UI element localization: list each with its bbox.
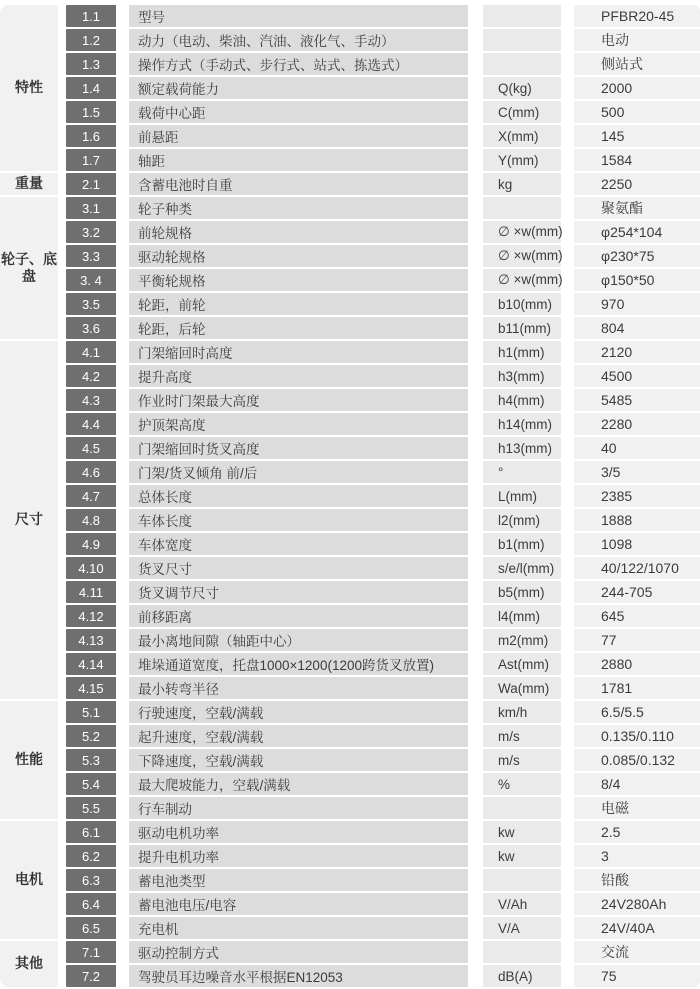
value-cell: 2.5 bbox=[574, 821, 700, 843]
spec-label-cell: 载荷中心距 bbox=[129, 101, 483, 123]
unit-cell: h14(mm) bbox=[483, 413, 574, 435]
value-cell: 500 bbox=[574, 101, 700, 123]
spec-row bbox=[0, 629, 700, 651]
spec-table bbox=[0, 3, 700, 989]
unit-cell: V/Ah bbox=[483, 893, 574, 915]
value-cell: 145 bbox=[574, 125, 700, 147]
spec-label-cell: 驱动轮规格 bbox=[129, 245, 483, 267]
spec-label-cell: 前悬距 bbox=[129, 125, 483, 147]
unit-cell bbox=[483, 5, 574, 27]
unit-cell: l2(mm) bbox=[483, 509, 574, 531]
spec-label-cell: 最小转弯半径 bbox=[129, 677, 483, 699]
unit-cell: dB(A) bbox=[483, 965, 574, 987]
spec-row bbox=[0, 77, 700, 99]
unit-cell: s/e/l(mm) bbox=[483, 557, 574, 579]
value-cell: 2880 bbox=[574, 653, 700, 675]
spec-label-cell: 门架/货叉倾角 前/后 bbox=[129, 461, 483, 483]
row-number-badge: 4.15 bbox=[66, 677, 129, 699]
row-number-badge: 4.9 bbox=[66, 533, 129, 555]
unit-cell: l4(mm) bbox=[483, 605, 574, 627]
unit-cell bbox=[483, 941, 574, 963]
value-cell: 3 bbox=[574, 845, 700, 867]
spec-row bbox=[0, 917, 700, 939]
spec-label-cell: 轮距，后轮 bbox=[129, 317, 483, 339]
spec-row bbox=[0, 101, 700, 123]
spec-row bbox=[0, 893, 700, 915]
value-cell: 3/5 bbox=[574, 461, 700, 483]
row-number-badge: 3.6 bbox=[66, 317, 129, 339]
spec-row bbox=[0, 461, 700, 483]
value-cell: 645 bbox=[574, 605, 700, 627]
spec-label-cell: 总体长度 bbox=[129, 485, 483, 507]
row-number-badge: 1.2 bbox=[66, 29, 129, 51]
spec-row bbox=[0, 437, 700, 459]
unit-cell: b5(mm) bbox=[483, 581, 574, 603]
row-number-badge: 6.5 bbox=[66, 917, 129, 939]
spec-label-cell: 最大爬坡能力，空载/满载 bbox=[129, 773, 483, 795]
value-cell: 2250 bbox=[574, 173, 700, 195]
spec-label-cell: 充电机 bbox=[129, 917, 483, 939]
spec-row bbox=[0, 485, 700, 507]
spec-label-cell: 提升电机功率 bbox=[129, 845, 483, 867]
spec-row bbox=[0, 245, 700, 267]
category-cell: 电机 bbox=[0, 821, 66, 939]
row-number-badge: 4.11 bbox=[66, 581, 129, 603]
value-cell: 1098 bbox=[574, 533, 700, 555]
spec-row bbox=[0, 965, 700, 987]
value-cell: 970 bbox=[574, 293, 700, 315]
spec-label-cell: 轮子种类 bbox=[129, 197, 483, 219]
row-number-badge: 4.14 bbox=[66, 653, 129, 675]
row-number-badge: 6.1 bbox=[66, 821, 129, 843]
unit-cell: ∅ ×w(mm) bbox=[483, 221, 574, 243]
unit-cell: % bbox=[483, 773, 574, 795]
unit-cell: kw bbox=[483, 821, 574, 843]
category-cell: 性能 bbox=[0, 701, 66, 819]
value-cell: 0.085/0.132 bbox=[574, 749, 700, 771]
value-cell: 聚氨酯 bbox=[574, 197, 700, 219]
unit-cell: V/A bbox=[483, 917, 574, 939]
spec-row bbox=[0, 845, 700, 867]
value-cell: 24V/40A bbox=[574, 917, 700, 939]
row-number-badge: 4.13 bbox=[66, 629, 129, 651]
row-number-badge: 5.1 bbox=[66, 701, 129, 723]
row-number-badge: 5.4 bbox=[66, 773, 129, 795]
value-cell: 40 bbox=[574, 437, 700, 459]
unit-cell bbox=[483, 197, 574, 219]
spec-label-cell: 型号 bbox=[129, 5, 483, 27]
spec-label-cell: 轴距 bbox=[129, 149, 483, 171]
row-number-badge: 3. 4 bbox=[66, 269, 129, 291]
value-cell: 75 bbox=[574, 965, 700, 987]
spec-row bbox=[0, 581, 700, 603]
spec-row bbox=[0, 653, 700, 675]
spec-row bbox=[0, 773, 700, 795]
spec-row bbox=[0, 533, 700, 555]
spec-row bbox=[0, 125, 700, 147]
spec-label-cell: 驱动控制方式 bbox=[129, 941, 483, 963]
value-cell: 24V280Ah bbox=[574, 893, 700, 915]
spec-row bbox=[0, 557, 700, 579]
spec-row bbox=[0, 197, 700, 219]
category-cell: 尺寸 bbox=[0, 341, 66, 699]
row-number-badge: 4.5 bbox=[66, 437, 129, 459]
unit-cell: ∅ ×w(mm) bbox=[483, 269, 574, 291]
spec-label-cell: 提升高度 bbox=[129, 365, 483, 387]
row-number-badge: 4.1 bbox=[66, 341, 129, 363]
value-cell: 交流 bbox=[574, 941, 700, 963]
unit-cell: kg bbox=[483, 173, 574, 195]
spec-label-cell: 额定载荷能力 bbox=[129, 77, 483, 99]
value-cell: 4500 bbox=[574, 365, 700, 387]
spec-label-cell: 蓄电池类型 bbox=[129, 869, 483, 891]
row-number-badge: 1.4 bbox=[66, 77, 129, 99]
row-number-badge: 3.3 bbox=[66, 245, 129, 267]
unit-cell: L(mm) bbox=[483, 485, 574, 507]
row-number-badge: 1.7 bbox=[66, 149, 129, 171]
spec-label-cell: 行车制动 bbox=[129, 797, 483, 819]
unit-cell bbox=[483, 869, 574, 891]
unit-cell: b11(mm) bbox=[483, 317, 574, 339]
spec-label-cell: 起升速度，空载/满载 bbox=[129, 725, 483, 747]
spec-row bbox=[0, 53, 700, 75]
spec-label-cell: 轮距，前轮 bbox=[129, 293, 483, 315]
value-cell: 1888 bbox=[574, 509, 700, 531]
row-number-badge: 4.6 bbox=[66, 461, 129, 483]
value-cell: 77 bbox=[574, 629, 700, 651]
spec-label-cell: 车体长度 bbox=[129, 509, 483, 531]
spec-label-cell: 堆垛通道宽度，托盘1000×1200(1200跨货叉放置) bbox=[129, 653, 483, 675]
unit-cell: h1(mm) bbox=[483, 341, 574, 363]
value-cell: 2120 bbox=[574, 341, 700, 363]
spec-label-cell: 护顶架高度 bbox=[129, 413, 483, 435]
value-cell: PFBR20-45 bbox=[574, 5, 700, 27]
row-number-badge: 1.5 bbox=[66, 101, 129, 123]
value-cell: 1781 bbox=[574, 677, 700, 699]
row-number-badge: 2.1 bbox=[66, 173, 129, 195]
value-cell: φ254*104 bbox=[574, 221, 700, 243]
unit-cell: km/h bbox=[483, 701, 574, 723]
row-number-badge: 4.10 bbox=[66, 557, 129, 579]
row-number-badge: 4.7 bbox=[66, 485, 129, 507]
category-cell: 重量 bbox=[0, 173, 66, 195]
spec-label-cell: 操作方式（手动式、步行式、站式、拣选式） bbox=[129, 53, 483, 75]
value-cell: φ230*75 bbox=[574, 245, 700, 267]
row-number-badge: 4.8 bbox=[66, 509, 129, 531]
value-cell: 804 bbox=[574, 317, 700, 339]
unit-cell: ∅ ×w(mm) bbox=[483, 245, 574, 267]
spec-row bbox=[0, 821, 700, 843]
value-cell: 40/122/1070 bbox=[574, 557, 700, 579]
row-number-badge: 1.6 bbox=[66, 125, 129, 147]
unit-cell bbox=[483, 29, 574, 51]
spec-label-cell: 作业时门架最大高度 bbox=[129, 389, 483, 411]
spec-row bbox=[0, 509, 700, 531]
value-cell: 电动 bbox=[574, 29, 700, 51]
unit-cell: Y(mm) bbox=[483, 149, 574, 171]
value-cell: 2280 bbox=[574, 413, 700, 435]
unit-cell: h13(mm) bbox=[483, 437, 574, 459]
spec-label-cell: 含蓄电池时自重 bbox=[129, 173, 483, 195]
spec-row bbox=[0, 365, 700, 387]
row-number-badge: 5.5 bbox=[66, 797, 129, 819]
row-number-badge: 3.1 bbox=[66, 197, 129, 219]
spec-row bbox=[0, 173, 700, 195]
unit-cell: X(mm) bbox=[483, 125, 574, 147]
spec-row bbox=[0, 749, 700, 771]
spec-row bbox=[0, 221, 700, 243]
value-cell: 1584 bbox=[574, 149, 700, 171]
unit-cell: kw bbox=[483, 845, 574, 867]
spec-label-cell: 前移距离 bbox=[129, 605, 483, 627]
row-number-badge: 3.5 bbox=[66, 293, 129, 315]
value-cell: φ150*50 bbox=[574, 269, 700, 291]
spec-row bbox=[0, 29, 700, 51]
spec-label-cell: 驱动电机功率 bbox=[129, 821, 483, 843]
unit-cell: b10(mm) bbox=[483, 293, 574, 315]
unit-cell bbox=[483, 53, 574, 75]
row-number-badge: 6.3 bbox=[66, 869, 129, 891]
value-cell: 2385 bbox=[574, 485, 700, 507]
unit-cell: Wa(mm) bbox=[483, 677, 574, 699]
row-number-badge: 7.2 bbox=[66, 965, 129, 987]
spec-label-cell: 行驶速度，空载/满载 bbox=[129, 701, 483, 723]
unit-cell: m/s bbox=[483, 749, 574, 771]
unit-cell: C(mm) bbox=[483, 101, 574, 123]
spec-label-cell: 门架缩回时高度 bbox=[129, 341, 483, 363]
spec-label-cell: 前轮规格 bbox=[129, 221, 483, 243]
row-number-badge: 5.2 bbox=[66, 725, 129, 747]
row-number-badge: 1.3 bbox=[66, 53, 129, 75]
value-cell: 8/4 bbox=[574, 773, 700, 795]
spec-row bbox=[0, 701, 700, 723]
row-number-badge: 4.3 bbox=[66, 389, 129, 411]
row-number-badge: 6.2 bbox=[66, 845, 129, 867]
unit-cell: Q(kg) bbox=[483, 77, 574, 99]
row-number-badge: 6.4 bbox=[66, 893, 129, 915]
unit-cell: ° bbox=[483, 461, 574, 483]
category-cell: 其他 bbox=[0, 941, 66, 987]
value-cell: 6.5/5.5 bbox=[574, 701, 700, 723]
row-number-badge: 5.3 bbox=[66, 749, 129, 771]
spec-row bbox=[0, 797, 700, 819]
unit-cell: h4(mm) bbox=[483, 389, 574, 411]
spec-row bbox=[0, 149, 700, 171]
spec-row bbox=[0, 293, 700, 315]
spec-label-cell: 最小离地间隙（轴距中心） bbox=[129, 629, 483, 651]
unit-cell: b1(mm) bbox=[483, 533, 574, 555]
spec-row bbox=[0, 389, 700, 411]
value-cell: 电磁 bbox=[574, 797, 700, 819]
value-cell: 0.135/0.110 bbox=[574, 725, 700, 747]
spec-label-cell: 货叉调节尺寸 bbox=[129, 581, 483, 603]
value-cell: 铅酸 bbox=[574, 869, 700, 891]
unit-cell: m2(mm) bbox=[483, 629, 574, 651]
row-number-badge: 4.2 bbox=[66, 365, 129, 387]
category-cell: 特性 bbox=[0, 5, 66, 171]
spec-row bbox=[0, 317, 700, 339]
spec-row bbox=[0, 341, 700, 363]
row-number-badge: 7.1 bbox=[66, 941, 129, 963]
unit-cell: h3(mm) bbox=[483, 365, 574, 387]
value-cell: 2000 bbox=[574, 77, 700, 99]
unit-cell: m/s bbox=[483, 725, 574, 747]
spec-row bbox=[0, 413, 700, 435]
spec-label-cell: 货叉尺寸 bbox=[129, 557, 483, 579]
spec-row bbox=[0, 725, 700, 747]
spec-label-cell: 车体宽度 bbox=[129, 533, 483, 555]
spec-row bbox=[0, 869, 700, 891]
spec-row bbox=[0, 677, 700, 699]
unit-cell: Ast(mm) bbox=[483, 653, 574, 675]
spec-label-cell: 驾驶员耳边噪音水平根据EN12053 bbox=[129, 965, 483, 987]
spec-label-cell: 蓄电池电压/电容 bbox=[129, 893, 483, 915]
category-cell: 轮子、底盘 bbox=[0, 197, 66, 339]
spec-row bbox=[0, 941, 700, 963]
spec-row bbox=[0, 5, 700, 27]
row-number-badge: 1.1 bbox=[66, 5, 129, 27]
spec-label-cell: 动力（电动、柴油、汽油、液化气、手动） bbox=[129, 29, 483, 51]
row-number-badge: 4.12 bbox=[66, 605, 129, 627]
value-cell: 侧站式 bbox=[574, 53, 700, 75]
spec-table-body bbox=[0, 5, 700, 987]
spec-label-cell: 下降速度，空载/满载 bbox=[129, 749, 483, 771]
row-number-badge: 4.4 bbox=[66, 413, 129, 435]
value-cell: 244-705 bbox=[574, 581, 700, 603]
spec-row bbox=[0, 605, 700, 627]
unit-cell bbox=[483, 797, 574, 819]
value-cell: 5485 bbox=[574, 389, 700, 411]
spec-label-cell: 门架缩回时货叉高度 bbox=[129, 437, 483, 459]
spec-label-cell: 平衡轮规格 bbox=[129, 269, 483, 291]
spec-row bbox=[0, 269, 700, 291]
row-number-badge: 3.2 bbox=[66, 221, 129, 243]
